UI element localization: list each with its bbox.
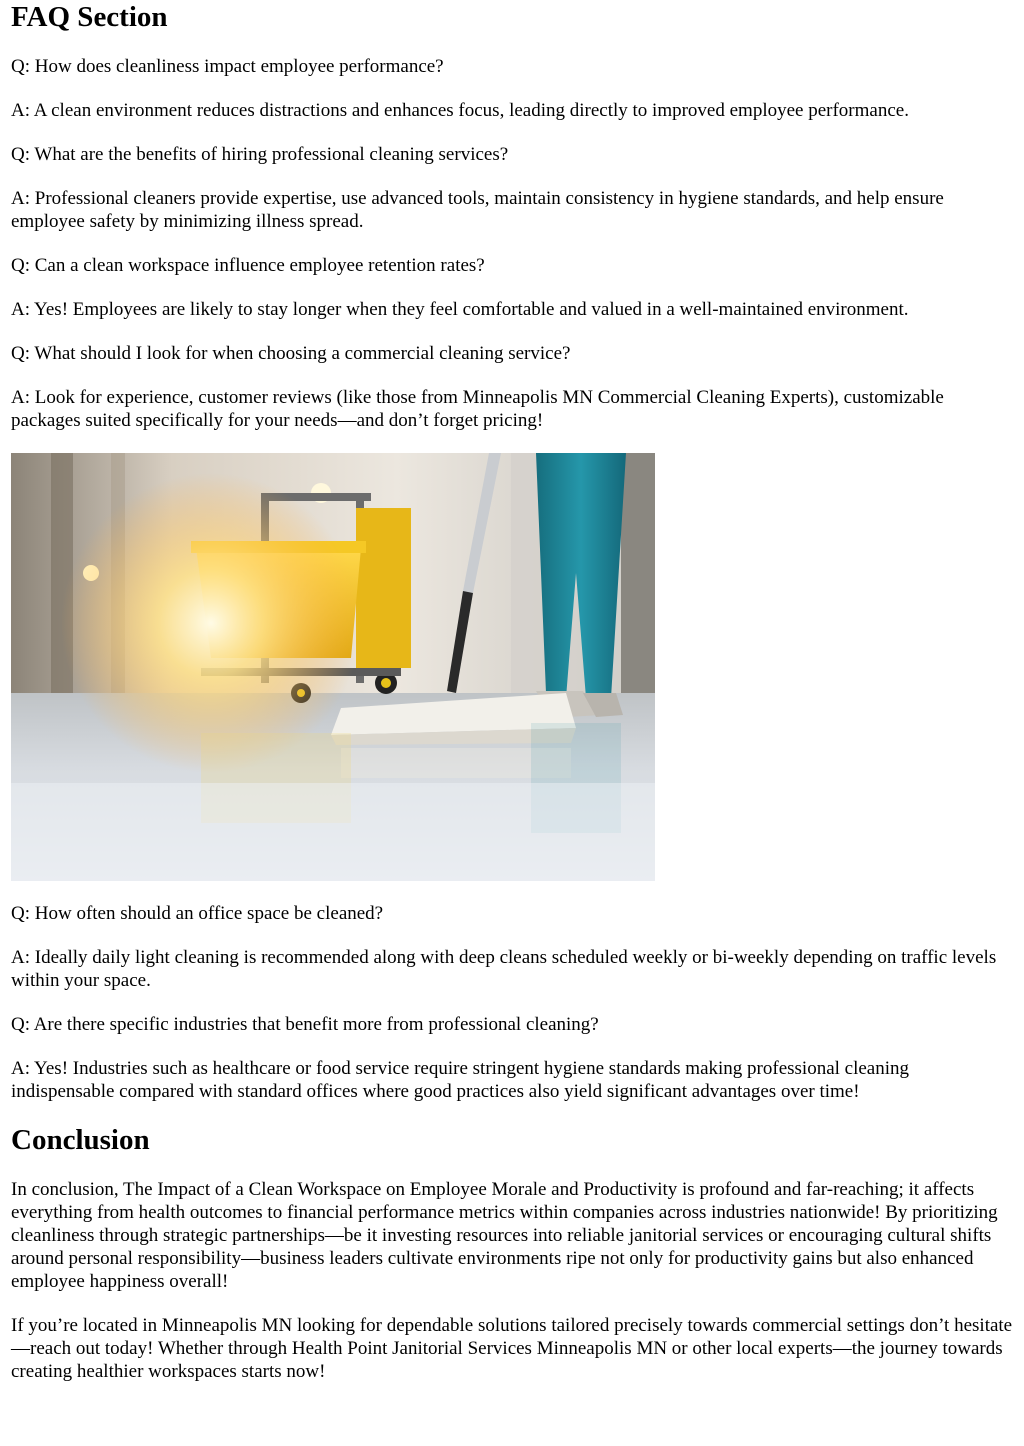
photo-cleaning-hallway-icon — [11, 453, 655, 881]
cleaning-hallway-photo — [11, 453, 655, 881]
conclusion-paragraph: If you’re located in Minneapolis MN looking for dependable solutions tailored precisely towards commercial settings don’t hesitate—reach out today! Whether through Health Point Janitorial Services Minneapolis MN or other local experts—the journey towards creating healthier workspaces starts now! — [11, 1315, 1013, 1382]
faq-answer: A: Professional cleaners provide expertise, use advanced tools, maintain consistency in hygiene standards, and help ensure employee safety by minimizing illness spread. — [11, 188, 944, 232]
faq-answer: A: Ideally daily light cleaning is recommended along with deep cleans scheduled weekly or bi-weekly depending on traffic levels within your space. — [11, 947, 997, 991]
faq-question: Q: What are the benefits of hiring professional cleaning services? — [11, 144, 509, 165]
faq-question: Q: Are there specific industries that benefit more from professional cleaning? — [11, 1014, 599, 1035]
faq-heading: FAQ Section — [11, 1, 168, 33]
faq-answer: A: Look for experience, customer reviews (like those from Minneapolis MN Commercial Cleaning Experts), customizable packages suited specifically for your needs—and don’t forget pricing! — [11, 387, 944, 431]
faq-answer: A: Yes! Employees are likely to stay longer when they feel comfortable and valued in a well-maintained environment. — [11, 299, 909, 320]
faq-question: Q: What should I look for when choosing a commercial cleaning service? — [11, 343, 571, 364]
faq-answer: A: Yes! Industries such as healthcare or food service require stringent hygiene standards making professional cleaning indispensable compared with standard offices where good practices also yield significant advantages over time! — [11, 1058, 910, 1102]
faq-question: Q: How often should an office space be cleaned? — [11, 903, 384, 924]
faq-question: Q: How does cleanliness impact employee performance? — [11, 56, 444, 77]
conclusion-heading: Conclusion — [11, 1124, 150, 1156]
conclusion-paragraph: In conclusion, The Impact of a Clean Workspace on Employee Morale and Productivity is profound and far-reaching; it affects everything from health outcomes to financial performance metrics within companies across industries nationwide! By prioritizing cleanliness through strategic partnerships—be it investing resources into reliable janitorial services or encouraging cultural shifts around personal responsibility—business leaders cultivate environments ripe not only for productivity gains but also enhanced employee happiness overall! — [11, 1179, 998, 1292]
faq-question: Q: Can a clean workspace influence employee retention rates? — [11, 255, 485, 276]
faq-answer: A: A clean environment reduces distractions and enhances focus, leading directly to improved employee performance. — [11, 100, 909, 121]
